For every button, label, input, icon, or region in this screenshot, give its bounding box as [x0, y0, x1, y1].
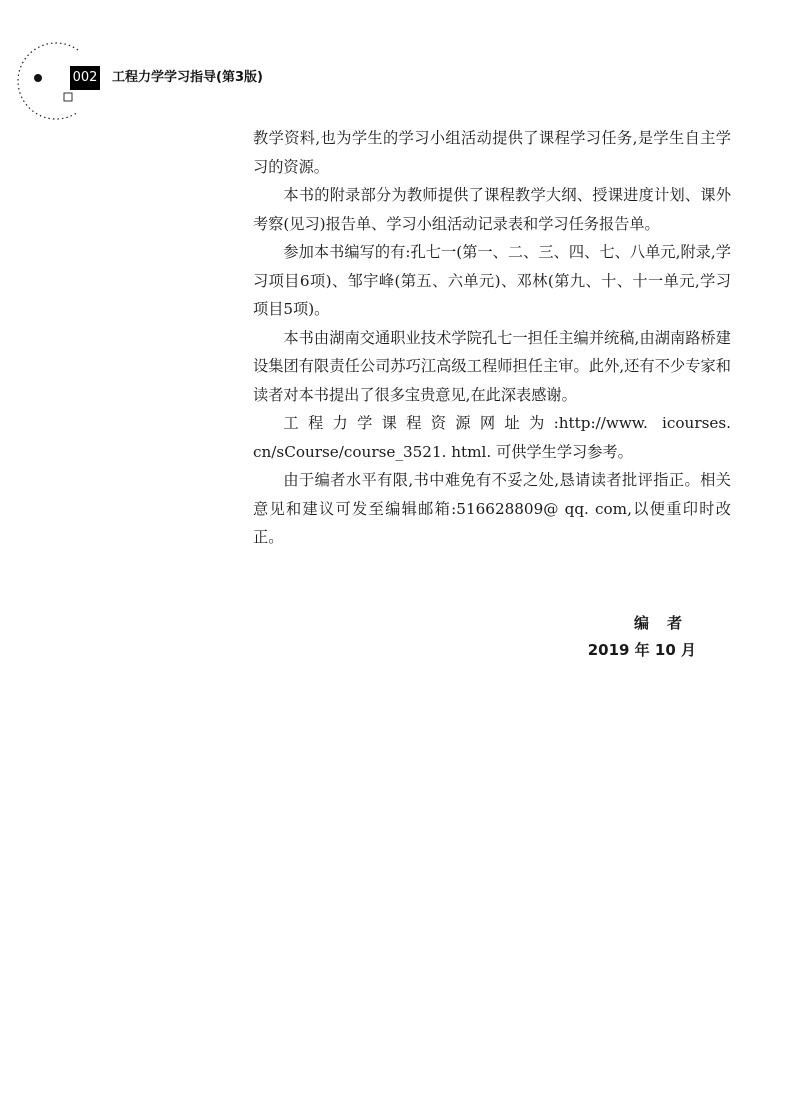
paragraph: 由于编者水平有限,书中难免有不妥之处,恳请读者批评指正。相关意见和建议可发至编辑邮箱:516628809@ qq. com,以便重印时改正。: [253, 471, 731, 546]
paragraph: 参加本书编写的有:孔七一(第一、二、三、四、七、八单元,附录,学习项目6项)、邹宇峰(第五、六单元)、邓林(第九、十、十一单元,学习项目5项)。: [253, 243, 731, 318]
paragraph: 本书的附录部分为教师提供了课程教学大纲、授课进度计划、课外考察(见习)报告单、学习小组活动记录表和学习任务报告单。: [253, 186, 731, 233]
page-number: 002: [70, 66, 100, 90]
paragraph: 工程力学课程资源网址为:http://www. icourses. cn/sCourse/course_3521. html. 可供学生学习参考。: [253, 414, 731, 461]
signature-date: 2019 年 10 月: [587, 641, 696, 659]
body-text: [253, 124, 731, 552]
paragraph: 教学资料,也为学生的学习小组活动提供了课程学习任务,是学生自主学习的资源。: [253, 129, 731, 176]
header-decoration: [0, 0, 120, 130]
bullet-dot-icon: [34, 74, 42, 82]
author-signature: 编者: [633, 614, 700, 632]
running-title: 工程力学学习指导(第3版): [112, 70, 263, 85]
paragraph: 本书由湖南交通职业技术学院孔七一担任主编并统稿,由湖南路桥建设集团有限责任公司苏巧江高级工程师担任主审。此外,还有不少专家和读者对本书提出了很多宝贵意见,在此深表感谢。: [253, 328, 731, 404]
small-square-icon: [64, 93, 72, 101]
signature-block: [560, 610, 738, 664]
